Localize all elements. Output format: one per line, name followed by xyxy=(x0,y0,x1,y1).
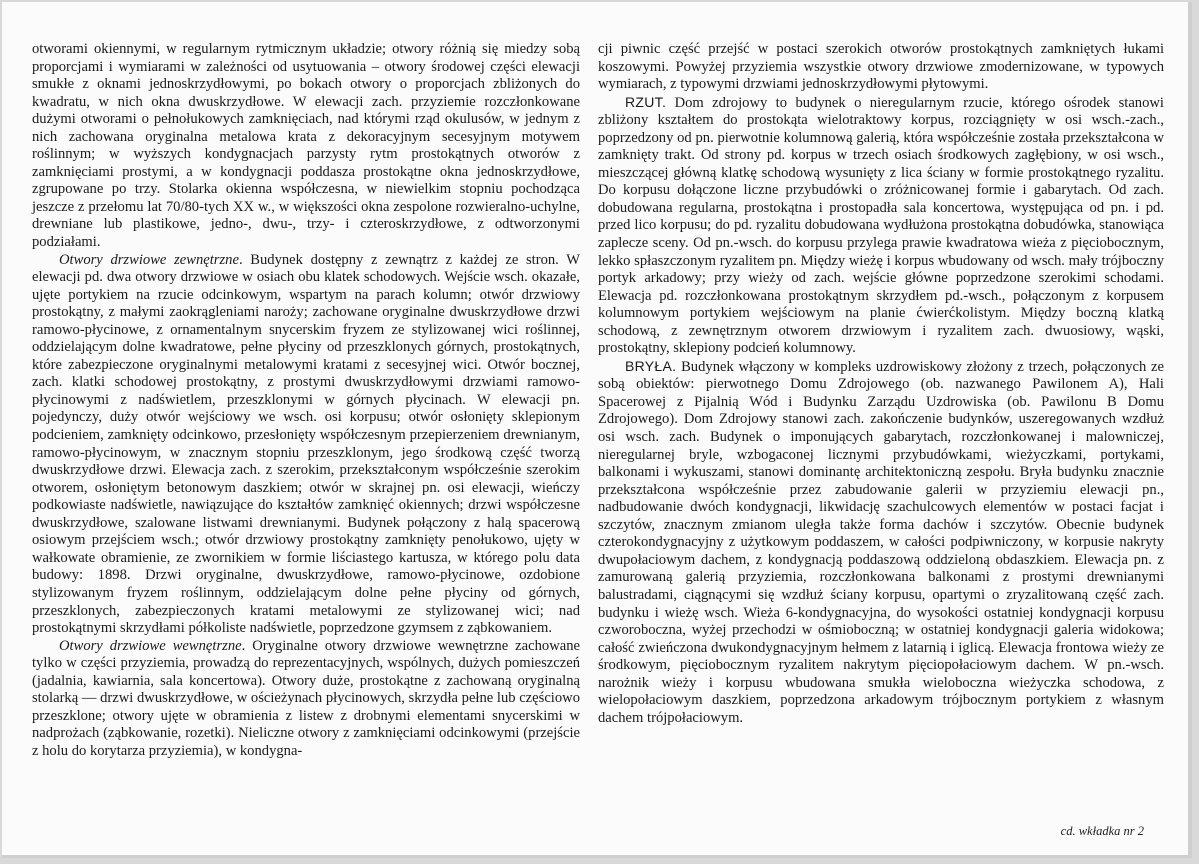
paragraph-text: . Oryginalne otwory drzwiowe wewnętrzne zachowane tylko w części przyziemia, prowadzą do reprezentacyjnych, wspólnych, dużych pomieszczeń (jadalnia, kawiarnia, sala koncertowa). Otwory duże, prostokątne z zachowaną oryginalną stolarką — drzwi dwuskrzydłowe, w ościeżynach płycinowych, skrzydła pełne lub częściowo przeszklone; otwory ujęte w obramienia z listew z drobnymi elementami snycerskimi w nadprożach (ząbkowanie, rozetki). Nieliczne otwory z zamknięciami odcinkowymi (przejście z holu do korytarza przyziemia), w kondygna- xyxy=(32,637,581,759)
paragraph-massing xyxy=(598,358,1164,727)
paragraph-window-openings xyxy=(32,41,580,252)
paragraph-text: cji piwnic część przejść w postaci szerokich otworów prostokątnych zamkniętych łukami koszowymi. Powyżej przyziemia wszystkie otwory drzwiowe zmodernizowane, w typowych wymiarach, z typowymi drzwiami jednoskrzydłowymi płytowymi. xyxy=(598,41,1164,93)
paragraph-text: Dom zdrojowy to budynek o nieregularnym rzucie, którego ośrodek stanowi zbliżony kształtem do prostokąta wielotraktowy korpus, rozciągnięty w osi wsch.-zach., poprzedzony od pn. pierwotnie kolumnową galerią, która współcześnie została przekształcona w zamknięty trakt. Od strony pd. korpus w trzech osiach środkowych zagłębiony, w osi wsch., mieszczącej główną klatkę schodową wysunięty z lica ściany w formie prostokątnego ryzalitu. Do korpusu dołączone liczne przybudówki o zróżnicowanej formie i gabarytach. Od zach. dobudowana regularna, prostokątna i prostopadła sala koncertowa, występująca od pn. i pd. przed lico korpusu; do pd. ryzalitu dobudowana wydłużona prostokątna dobudówka, stanowiąca zaplecze sceny. Od pn.-wsch. do korpusu przylega prawie kwadratowa wieża z pięciobocznym, lekko spłaszczonym ryzalitem pn. Między wieżę i korpus wbudowany od wsch. mały trójboczny portyk arkadowy; przy wieży od zach. wejście główne poprzedzone szerokimi schodami. Elewacja pd. rozczłonkowana prostokątnym skrzydłem pd.-wsch., połączonym z korpusem kolumnowym portykiem wejściowym na planie ćwierćkolistym. Między boczną klatką schodową, z zewnętrznym otworem drzwiowym i ryzalitem zach. dwuosiowy, wąski, prostokątny, sklepiony podcień kolumnowy. xyxy=(598,94,1164,357)
section-heading-exterior-doors: Otwory drzwiowe zewnętrzne xyxy=(59,251,239,268)
paragraph-text: Budynek włączony w kompleks uzdrowiskowy złożony z trzech, połączonych ze sobą obiektów: pierwotnego Domu Zdrojowego (ob. nazwanego Pawilonem A), Hali Spacerowej z Pijalnią Wód i Budynku Zarządu Uzdrowiska (ob. Pawilonu B Domu Zdrojowego). Dom Zdrojowy stanowi zach. zakończenie budynków, uszeregowanych wzdłuż osi wsch. zach. Budynek o imponujących gabarytach, rozczłonkowanej i malowniczej, nieregularnej bryle, wzbogaconej licznymi przybudówkami, wieżyczkami, portykami, balkonami i wykuszami, stanowi dominantę architektoniczną zespołu. Bryła budynku znacznie przekształcona współcześnie przez zabudowanie galerii w przyziemiu elewacji pn., nadbudowanie dwóch kondygnacji, likwidację szachulcowych elementów w postaci facjat i szczytów, znacznym zmianom uległa także forma dachów i szczytów. Obecnie budynek czterokondygnacyjny z użytkowym poddaszem, w całości podpiwniczony, w korpusie nakryty dwupołaciowym dachem, z kondygnacją poddaszową oddzieloną obdaszkiem. Elewacja pn. z zamurowaną galerią przyziemia, rozczłonkowana balkonami z prostymi drewnianymi balustradami, ciągnącymi się wzdłuż ściany korpusu, opartymi o zryzalitowaną część zach. budynku i wieżę wsch. Wieża 6-kondygnacyjna, do wysokości ostatniej kondygnacji korpusu czworoboczna, wyżej przechodzi w ośmioboczną; w ostatniej kondygnacji galeria widokowa; całość zwieńczona dwukondygnacyjnym hełmem z latarnią i iglicą. Elewacja frontowa wieży ze środkowym, pięciobocznym ryzalitem nakrytym pięciopołaciowym dachem. W pn.-wsch. narożnik wieży i korpusu wbudowana smukła wieloboczna wieżyczka schodowa, z wielopołaciowym daszkiem, poprzedzona arkadowym trójbocznym portykiem z własnym dachem trójpołaciowym. xyxy=(598,358,1164,726)
paragraph-text: . Budynek dostępny z zewnątrz z każdej ze stron. W elewacji pd. dwa otwory drzwiowe w osiach obu klatek schodowych. Wejście wsch. okazałe, ujęte portykiem na rzucie odcinkowym, wspartym na parach kolumn; otwór drzwiowy prostokątny, z małymi zaokrągleniami naroży; zachowane oryginalne dwuskrzydłowe drzwi ramowo-płycinowe, z ornamentalnym snycerskim fryzem ze stylizowanej wici roślinnej, oddzielającym dolne kwadratowe, pełne płyciny od przeszklonych górnych, prostokątnych, które zabezpieczone oryginalnymi metalowymi kratami z secesyjnej wici. Otwór bocznej, zach. klatki schodowej prostokątny, z prostymi dwuskrzydłowymi drzwiami ramowo-płycinowymi z nadświetlem, przeszklonymi w górnych płycinach. W elewacji pn. pojedynczy, duży otwór wejściowy we wsch. osi korpusu; otwór osłonięty sklepionym podcieniem, zamknięty odcinkowo, przesłonięty współczesnym przepierzeniem drewnianym, ramowo-płycinowym, w znacznym stopniu przeszklonym, jego środkową część tworzą dwuskrzydłowe drzwi. Elewacja zach. z szerokim, przekształconym współcześnie szerokim otworem, osłoniętym betonowym daszkiem; otwór w skrajnej pn. osi elewacji, wieńczy podkowiaste nadświetle, nawiązujące do kształtów zamknięć okiennych; drzwi współczesne dwuskrzydłowe, szalowane listwami drewnianymi. Budynek połączony z halą spacerową osiowym przejściem wsch.; otwór drzwiowy prostokątny zamknięty penołukowo, ujęty w wałkowate obramienie, ze zwornikiem w formie liściastego kartusza, w którego polu data budowy: 1898. Drzwi oryginalne, dwuskrzydłowe, ramowo-płycinowe, ozdobione stylizowanym fryzem roślinnym, oddzielającym dolne pełne płyciny od górnych, przeszklonych, zabezpieczonych kratami metalowymi ze stylizowanej wici; nad prostokątnymi skrzydłami półkoliste nadświetle, poprzedzone gzymsem z ząbkowaniem. xyxy=(32,251,581,637)
right-text-column xyxy=(598,41,1164,727)
section-heading-interior-doors: Otwory drzwiowe wewnętrzne xyxy=(59,637,242,654)
section-heading-plan: RZUT. xyxy=(625,93,667,110)
paragraph-text: otworami okiennymi, w regularnym rytmicznym układzie; otwory różnią się miedzy sobą proporcjami i wymiarami w zależności od usytuowania – otwory środowej części elewacji smukłe z oknami jednoskrzydłowymi, po bokach otwory o proporcjach zbliżonych do kwadratu, w nich okna dwuskrzydłowe. W elewacji zach. przyziemie rozczłonkowane dużymi otworami o pełnołukowych zamknięciach, nad którymi rząd okulusów, w jednym z nich zachowana oryginalna metalowa krata z dekoracyjnym secesyjnym motywem roślinnym; w wyższych kondygnacjach parzysty rytm prostokątnych otworów z zamknięciami prostymi, a w kondygnacji poddasza prostokątne okna jednoskrzydłowe, zgrupowane po trzy. Stolarka okienna współczesna, w niewielkim stopniu pochodząca jeszcze z przełomu lat 70/80-tych XX w., w większości okna zespolone rozwieralno-uchylne, drewniane lub plastikowe, jedno-, dwu-, trzy- i czteroskrzydłowe, z odtworzonymi podziałami. xyxy=(32,41,580,251)
section-heading-massing: BRYŁA. xyxy=(625,357,677,374)
paragraph-interior-doors xyxy=(32,638,580,761)
left-text-column xyxy=(32,41,580,760)
paragraph-plan xyxy=(598,94,1164,358)
paragraph-exterior-doors xyxy=(32,252,580,638)
paragraph-continuation xyxy=(598,41,1164,94)
document-page xyxy=(2,2,1192,858)
continuation-note: cd. wkładka nr 2 xyxy=(1060,824,1144,838)
